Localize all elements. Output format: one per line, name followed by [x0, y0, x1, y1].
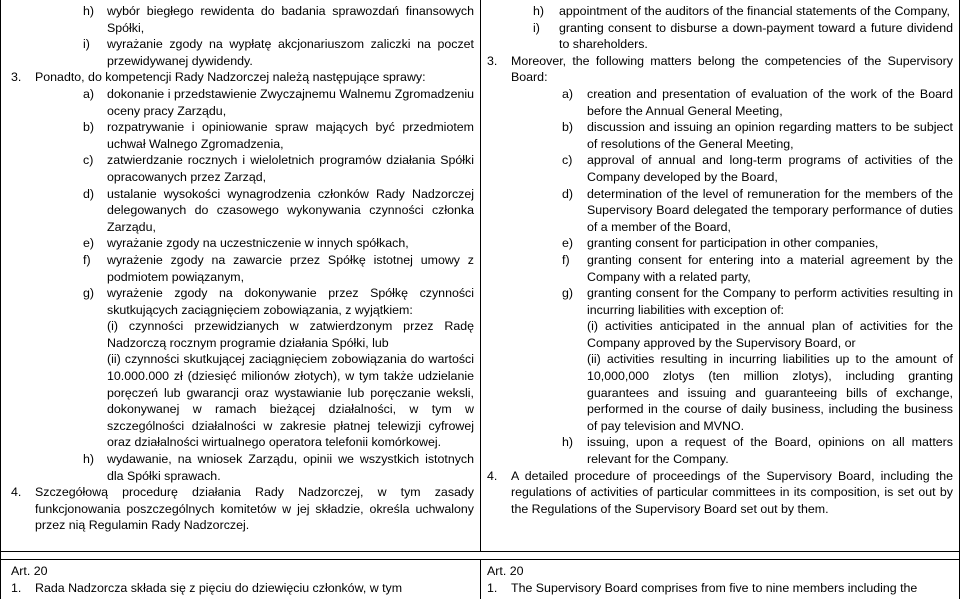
- list-item: e) wyrażanie zgody na uczestniczenie w innych spółkach,: [83, 236, 409, 251]
- list-item: d) ustalanie wysokości wynagrodzenia członków Rady Nadzorczej delegowanych do czasowego wykonywania czynności członka Zarządu,: [83, 186, 474, 234]
- list-item: b) discussion and issuing an opinion regarding matters to be subject of resolutions of the General Meeting,: [562, 120, 953, 151]
- article-paragraph: 1. Rada Nadzorcza składa się z pięciu do dziewięciu członków, w tym: [11, 580, 403, 595]
- list-item: i) wyrażanie zgody na wypłatę akcjonariuszom zaliczki na poczet przewidywanej dywidendy.: [83, 37, 474, 68]
- list-item: c) zatwierdzanie rocznych i wieloletnich programów działania Spółki opracowanych przez Zarząd,: [83, 153, 474, 184]
- section-4-paragraph: 4. Szczegółową procedurę działania Rady Nadzorczej, w tym zasady funkcjonowania poszczególnych komitetów w jej składzie, określa uchwalony przez nią Regulamin Rady Nadzorczej.: [11, 485, 474, 533]
- row-separator-bottom: [1, 559, 960, 560]
- english-column: [487, 3, 953, 517]
- list-item: c) approval of annual and long-term programs of activities of the Company developed by the Board,: [562, 153, 953, 184]
- list-item: g) granting consent for the Company to perform activities resulting in incurring liabilities with exception of:: [562, 286, 953, 317]
- list-item: a) creation and presentation of evaluation of the work of the Board before the Annual General Meeting,: [562, 86, 953, 118]
- article-paragraph: 1. The Supervisory Board comprises from five to nine members including the: [487, 580, 918, 595]
- list-item: h) appointment of the auditors of the financial statements of the Company,: [533, 4, 950, 18]
- section-3-heading: 3. Ponadto, do kompetencji Rady Nadzorczej należą następujące sprawy:: [11, 70, 426, 85]
- section-3-heading: 3. Moreover, the following matters belong the competencies of the Supervisory Board:: [487, 53, 953, 85]
- article-title: Art. 20: [11, 564, 48, 578]
- row-separator-top: [1, 551, 960, 552]
- sub-clause: (i) activities anticipated in the annual plan of activities for the Company approved by the Supervisory Board, or: [587, 319, 953, 350]
- english-article-block: [487, 563, 953, 596]
- list-item: b) rozpatrywanie i opiniowanie spraw mających być przedmiotem uchwał Walnego Zgromadzenia,: [83, 120, 474, 151]
- list-item: i) granting consent to disburse a down-payment toward a future dividend to shareholders.: [533, 20, 953, 52]
- list-item: f) granting consent for entering into a material agreement by the Company with a related party,: [562, 252, 953, 284]
- list-item: f) wyrażenie zgody na zawarcie przez Spółkę istotnej umowy z podmiotem powiązanym,: [83, 252, 474, 284]
- section-4-paragraph: 4. A detailed procedure of proceedings of the Supervisory Board, including the regulations of activities of particular committees in its composition, is set out by the Regulations of the Supervisory Board set out by them.: [487, 468, 953, 516]
- list-item: h) wybór biegłego rewidenta do badania sprawozdań finansowych Spółki,: [83, 4, 474, 35]
- list-item: g) wyrażenie zgody na dokonywanie przez Spółkę czynności skutkujących zaciągnięciem zobowiązania, z wyjątkiem:: [83, 286, 474, 317]
- sub-clause: (ii) czynności skutkującej zaciągnięciem zobowiązania do wartości 10.000.000 zł (dziesięć milionów złotych), w tym także udzielanie poręczeń lub gwarancji oraz wystawianie lub poręczanie weksli, dokonywanej w ramach bieżącej działalności, w tym w szczególności działalności w zakresie płatnej telewizji cyfrowej oraz działalności wirtualnego operatora telefonii komórkowej.: [107, 352, 474, 450]
- list-item: h) issuing, upon a request of the Board, opinions on all matters relevant for the Company.: [562, 435, 953, 467]
- sub-clause: (i) czynności przewidzianych w zatwierdzonym przez Radę Nadzorczą rocznym programie działania Spółki, lub: [107, 319, 474, 350]
- polish-article-block: [11, 563, 474, 596]
- article-title: Art. 20: [487, 564, 524, 578]
- polish-column: [11, 3, 474, 534]
- column-divider: [480, 0, 481, 551]
- list-item: e) granting consent for participation in other companies,: [562, 236, 879, 251]
- list-item: a) dokonanie i przedstawienie Zwyczajnemu Walnemu Zgromadzeniu oceny pracy Zarządu,: [83, 86, 474, 118]
- column-divider-lower: [480, 559, 481, 599]
- sub-clause: (ii) activities resulting in incurring liabilities up to the amount of 10,000,000 zlotys (ten million zlotys), including granting guarantees and issuing and guaranteeing bills of exchange, performed in the course of daily business, including the business of pay television and MVNO.: [587, 352, 953, 433]
- list-item: h) wydawanie, na wniosek Zarządu, opinii we wszystkich istotnych dla Spółki sprawach.: [83, 452, 474, 483]
- list-item: d) determination of the level of remuneration for the members of the Supervisory Board delegated the temporary performance of duties of a member of the Board,: [562, 186, 953, 234]
